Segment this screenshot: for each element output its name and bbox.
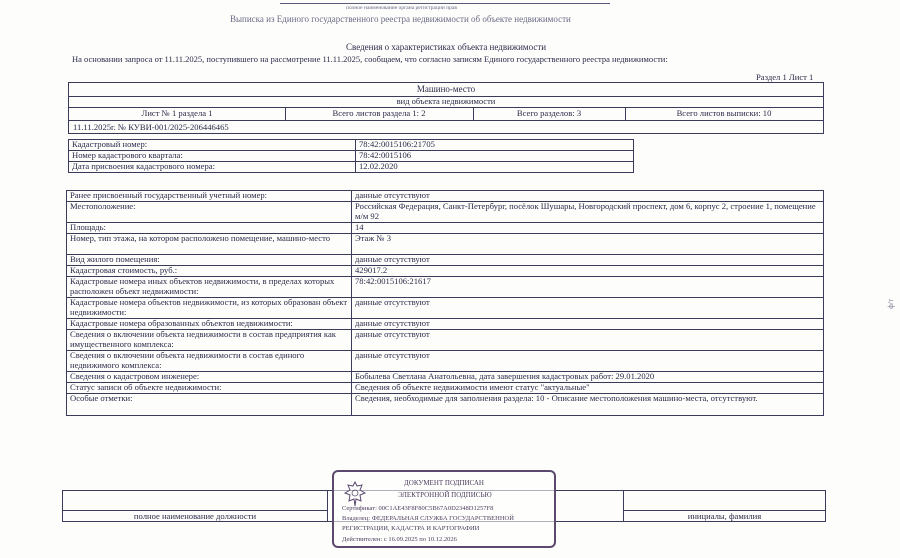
table-row	[67, 372, 824, 383]
table-row	[67, 223, 824, 234]
field-value: 14	[352, 223, 824, 234]
agency-line	[280, 0, 610, 4]
field-value: данные отсутствуют	[352, 298, 824, 319]
field-label: Кадастровая стоимость, руб.:	[67, 266, 352, 277]
table-row	[67, 234, 824, 255]
field-value: данные отсутствуют	[352, 191, 824, 202]
agency-subcaption: полное наименование органа регистрации прав	[346, 5, 457, 11]
table-row	[67, 266, 824, 277]
table-row	[67, 394, 824, 416]
section-heading: Сведения о характеристиках объекта недвижимости	[346, 42, 547, 52]
sheets-total: Всего листов выписки: 10	[676, 108, 772, 118]
stamp-owner2: РЕГИСТРАЦИИ, КАДАСТРА И КАРТОГРАФИИ	[342, 525, 480, 532]
field-value: 429017.2	[352, 266, 824, 277]
table-row	[67, 330, 824, 351]
stamp-cert: Сертификат: 00C1AE43F8F80C5B67A0D2348D1257F8	[342, 505, 494, 512]
extract-title: Выписка из Единого государственного реестра недвижимости об объекте недвижимости	[230, 14, 571, 24]
field-label: Сведения о включении объекта недвижимости в состав предприятия как имущественного комплекса:	[67, 330, 352, 351]
table-row	[69, 162, 634, 173]
table-row	[69, 140, 634, 151]
field-label: Кадастровые номера иных объектов недвижимости, в пределах которых расположен объект недвижимости:	[67, 277, 352, 298]
field-label: Кадастровый номер:	[69, 140, 356, 151]
field-label: Ранее присвоенный государственный учетный номер:	[67, 191, 352, 202]
stamp-valid: Действителен: с 16.09.2025 по 10.12.2026	[342, 536, 457, 543]
field-label: Кадастровые номера объектов недвижимости, из которых образован объект недвижимости:	[67, 298, 352, 319]
field-value: 78:42:0015106:21705	[356, 140, 634, 151]
field-value: данные отсутствуют	[352, 351, 824, 372]
field-value: 12.02.2020	[356, 162, 634, 173]
table-row	[67, 298, 824, 319]
field-label: Сведения о включении объекта недвижимости в состав единого недвижимого комплекса:	[67, 351, 352, 372]
table-row	[67, 383, 824, 394]
field-value: Российская Федерация, Санкт-Петербург, посёлок Шушары, Новгородский проспект, дом 6, корпус 2, строение 1, помещение м/м 92	[352, 202, 824, 223]
field-label: Сведения о кадастровом инженере:	[67, 372, 352, 383]
stamp-line1: ДОКУМЕНТ ПОДПИСАН	[404, 479, 484, 487]
field-label: Номер кадастрового квартала:	[69, 151, 356, 162]
table-row	[69, 151, 634, 162]
stamp-line2: ЭЛЕКТРОННОЙ ПОДПИСЬЮ	[398, 491, 492, 499]
sheets-in-section: Всего листов раздела 1: 2	[285, 107, 474, 120]
sheet-number: Лист № 1 раздела 1	[69, 107, 286, 120]
object-type-caption: вид объекта недвижимости	[69, 96, 823, 108]
field-value: данные отсутствуют	[352, 330, 824, 351]
table-row	[67, 202, 824, 223]
characteristics-table	[66, 190, 824, 416]
table-row	[67, 319, 824, 330]
field-label: Номер, тип этажа, на котором расположено помещение, машино-место	[67, 234, 352, 255]
side-mark: ф/т	[886, 299, 895, 309]
field-value: Бобылева Светлана Анатольевна, дата завершения кадастровых работ: 29.01.2020	[352, 372, 824, 383]
field-label: Дата присвоения кадастрового номера:	[69, 162, 356, 173]
position-caption: полное наименование должности	[63, 510, 327, 521]
field-label: Вид жилого помещения:	[67, 255, 352, 266]
sections-total: Всего разделов: 3	[473, 107, 626, 120]
field-value: данные отсутствуют	[352, 255, 824, 266]
table-row	[67, 191, 824, 202]
object-type: Машино-место	[69, 83, 823, 97]
sheet-info-row	[69, 107, 823, 121]
field-value: 78:42:0015106:21617	[352, 277, 824, 298]
field-label: Площадь:	[67, 223, 352, 234]
initials-caption: инициалы, фамилия	[624, 510, 825, 521]
basis-text: На основании запроса от 11.11.2025, поступившего на рассмотрение 11.11.2025, сообщаем, что согласно записям Единого государственного реестра недвижимости:	[72, 54, 668, 64]
initials-cell	[623, 491, 825, 521]
object-header-box	[68, 82, 824, 134]
table-row	[67, 351, 824, 372]
field-value: Сведения, необходимые для заполнения раздела: 10 - Описание местоположения машино-места, отсутствуют.	[352, 394, 824, 416]
field-value: Этаж № 3	[352, 234, 824, 255]
cadastral-ids-table	[68, 139, 634, 173]
field-value: данные отсутствуют	[352, 319, 824, 330]
stamp-owner: Владелец: ФЕДЕРАЛЬНАЯ СЛУЖБА ГОСУДАРСТВЕННОЙ	[342, 515, 514, 522]
e-signature-stamp	[332, 470, 556, 548]
position-cell	[63, 491, 328, 521]
table-row	[67, 255, 824, 266]
section-label: Раздел 1 Лист 1	[756, 72, 814, 82]
extract-number: 11.11.2025г. № КУВИ-001/2025-206446465	[73, 122, 229, 132]
field-label: Кадастровые номера образованных объектов недвижимости:	[67, 319, 352, 330]
field-value: Сведения об объекте недвижимости имеют статус "актуальные"	[352, 383, 824, 394]
field-label: Статус записи об объекте недвижимости:	[67, 383, 352, 394]
field-value: 78:42:0015106	[356, 151, 634, 162]
field-label: Местоположение:	[67, 202, 352, 223]
table-row	[67, 277, 824, 298]
field-label: Особые отметки:	[67, 394, 352, 416]
